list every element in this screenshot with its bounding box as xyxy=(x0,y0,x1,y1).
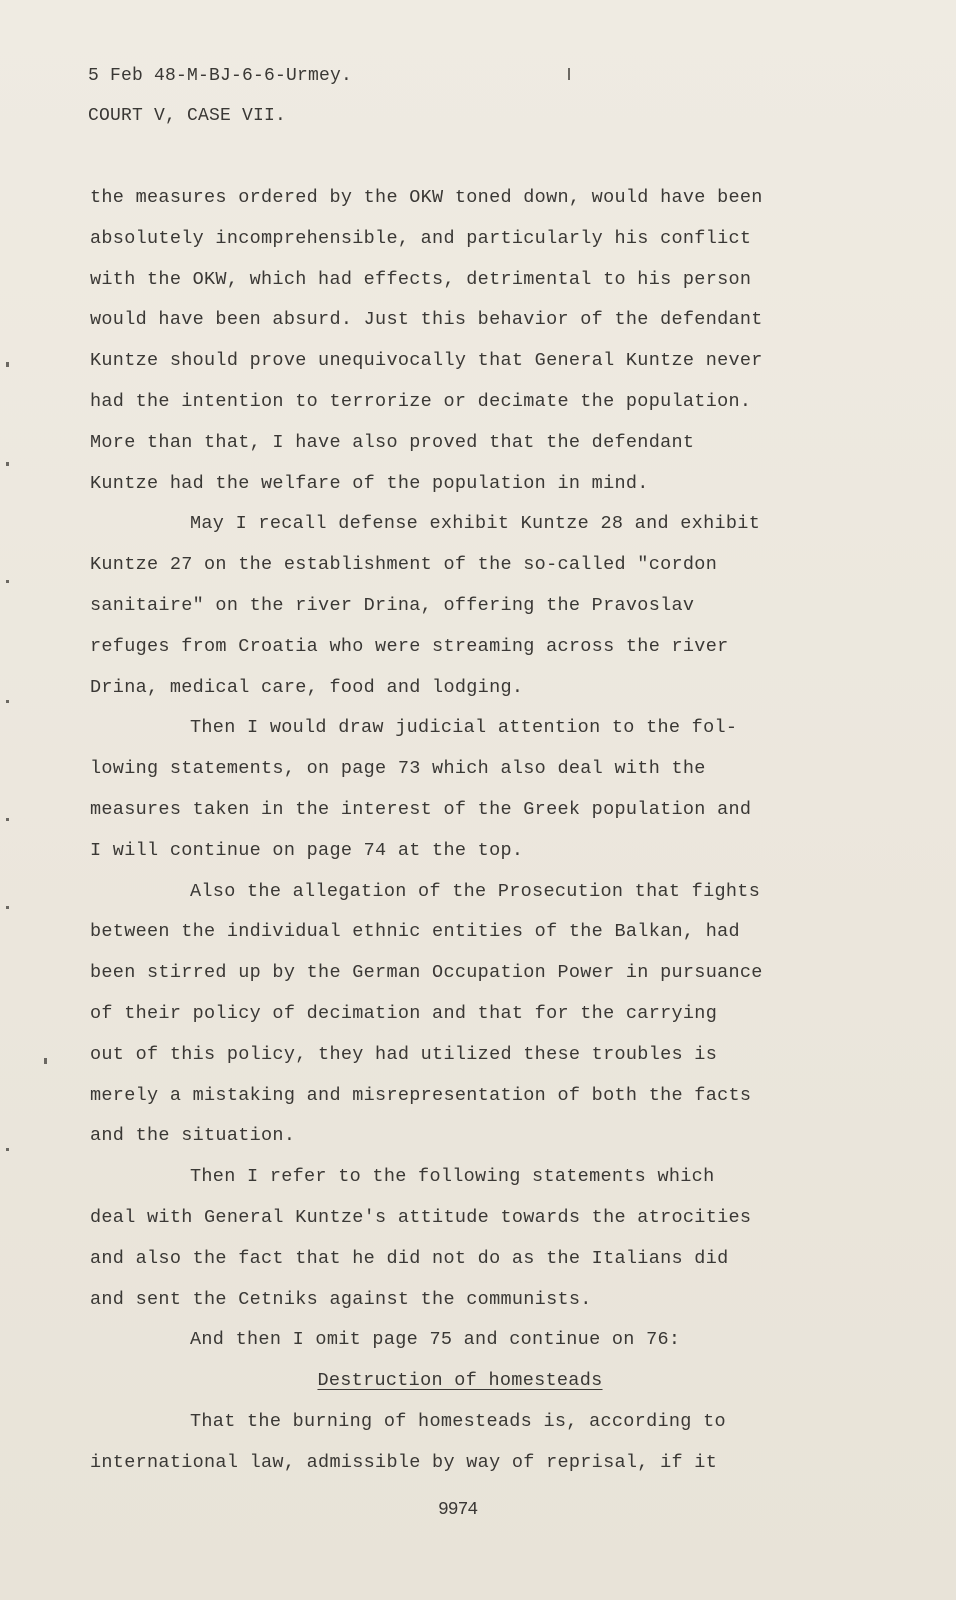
body-line: May I recall defense exhibit Kuntze 28 and exhibit xyxy=(190,513,761,535)
header-court-case: COURT V, CASE VII. xyxy=(88,106,287,126)
margin-mark xyxy=(44,1058,47,1064)
body-line: Drina, medical care, food and lodging. xyxy=(90,676,524,698)
body-line: and also the fact that he did not do as the Italians did xyxy=(90,1247,729,1269)
body-line: and the situation. xyxy=(90,1125,296,1147)
margin-mark xyxy=(568,68,570,80)
body-line: Then I refer to the following statements which xyxy=(190,1166,715,1188)
body-text xyxy=(90,178,830,1484)
body-line: with the OKW, which had effects, detrimental to his person xyxy=(90,268,752,290)
body-line: out of this policy, they had utilized these troubles is xyxy=(90,1043,718,1065)
body-line: international law, admissible by way of reprisal, if it xyxy=(90,1451,718,1473)
body-line: had the intention to terrorize or decimate the population. xyxy=(90,390,752,412)
margin-mark xyxy=(6,362,9,367)
body-line: And then I omit page 75 and continue on 76: xyxy=(190,1329,681,1351)
margin-mark xyxy=(6,906,9,909)
body-line: Then I would draw judicial attention to the fol- xyxy=(190,717,738,739)
body-line: of their policy of decimation and that for the carrying xyxy=(90,1002,718,1024)
body-line: sanitaire" on the river Drina, offering the Pravoslav xyxy=(90,594,695,616)
body-line: Also the allegation of the Prosecution that fights xyxy=(190,880,761,902)
margin-mark xyxy=(6,818,9,821)
header-reference: 5 Feb 48-M-BJ-6-6-Urmey. xyxy=(88,66,353,86)
page-number: 9974 xyxy=(438,1500,478,1520)
body-line: More than that, I have also proved that the defendant xyxy=(90,431,695,453)
body-line: Kuntze 27 on the establishment of the so-called "cordon xyxy=(90,554,718,576)
body-line: absolutely incomprehensible, and particularly his conflict xyxy=(90,227,752,249)
body-line: deal with General Kuntze's attitude towards the atrocities xyxy=(90,1206,752,1228)
body-line: I will continue on page 74 at the top. xyxy=(90,839,524,861)
margin-mark xyxy=(6,1148,9,1151)
body-line: That the burning of homesteads is, according to xyxy=(190,1410,726,1432)
body-line: lowing statements, on page 73 which also deal with the xyxy=(90,758,706,780)
body-line: between the individual ethnic entities of the Balkan, had xyxy=(90,921,740,943)
body-line: Kuntze should prove unequivocally that General Kuntze never xyxy=(90,350,763,372)
margin-mark xyxy=(6,700,9,703)
body-line: and sent the Cetniks against the communists. xyxy=(90,1288,592,1310)
body-line: been stirred up by the German Occupation Power in pursuance xyxy=(90,962,763,984)
body-line: Destruction of homesteads xyxy=(317,1370,603,1392)
body-line: the measures ordered by the OKW toned down, would have been xyxy=(90,187,763,208)
margin-mark xyxy=(6,462,9,466)
body-line: Kuntze had the welfare of the population in mind. xyxy=(90,472,649,494)
body-line: measures taken in the interest of the Greek population and xyxy=(90,798,752,820)
margin-mark xyxy=(6,580,9,583)
body-line: would have been absurd. Just this behavior of the defendant xyxy=(90,309,763,331)
body-line: merely a mistaking and misrepresentation of both the facts xyxy=(90,1084,752,1106)
body-line: refuges from Croatia who were streaming across the river xyxy=(90,635,729,657)
